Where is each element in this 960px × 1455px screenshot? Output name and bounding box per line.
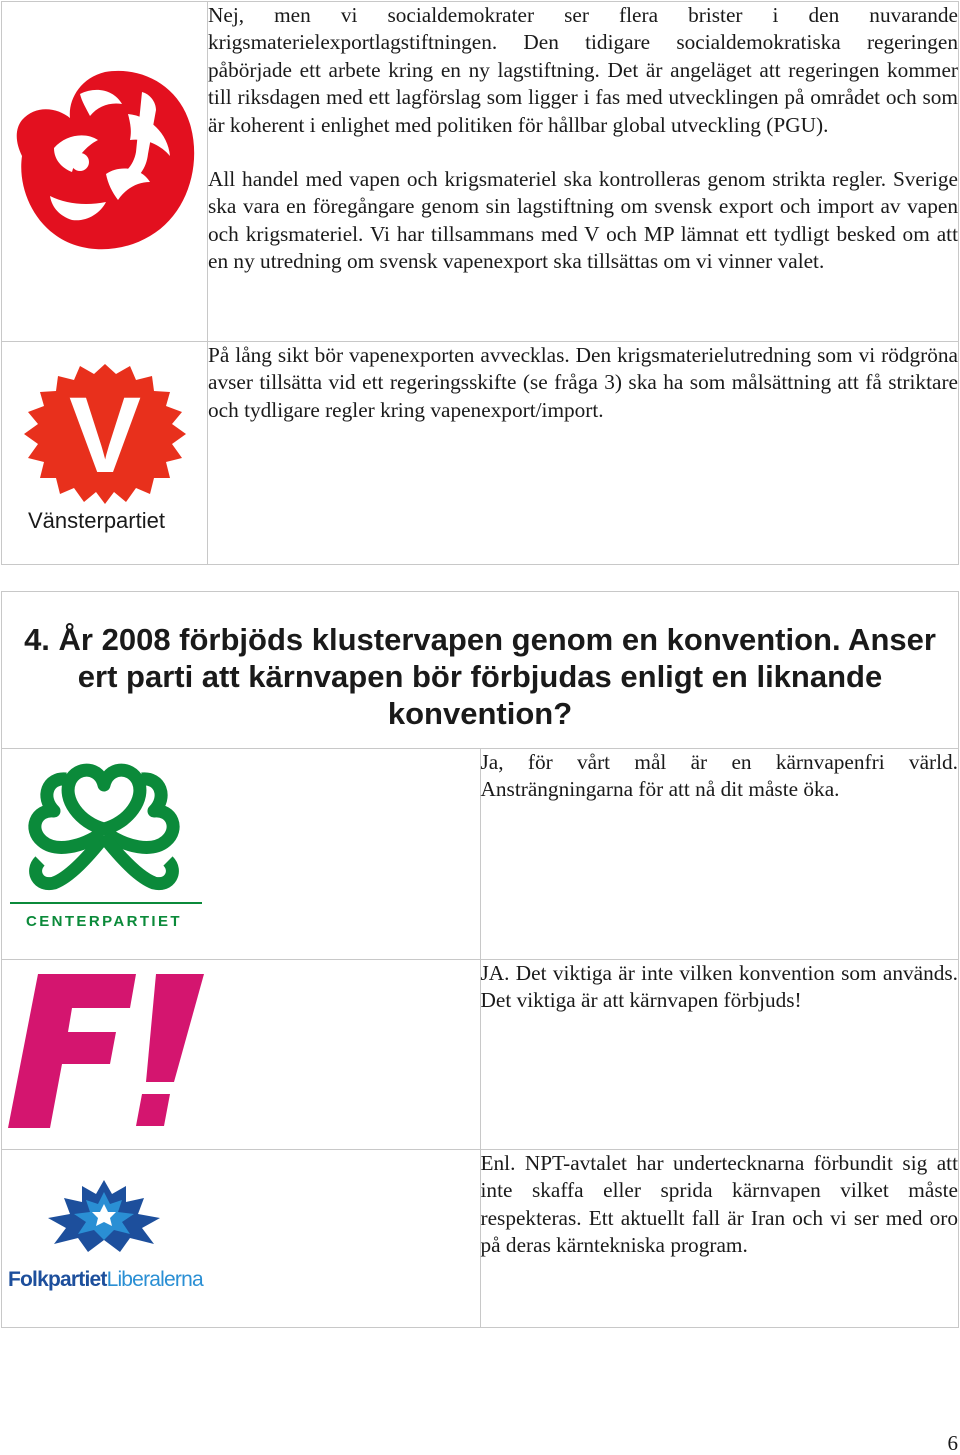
answer-row-centerpartiet <box>2 749 959 960</box>
logo-cell <box>2 960 481 1150</box>
answer-row-feministiskt-initiativ <box>2 960 959 1150</box>
answers-table-question-3 <box>1 1 959 565</box>
question-row <box>2 592 959 749</box>
answer-cell <box>480 1150 959 1328</box>
feministiskt-initiativ-logo-icon <box>8 974 204 1128</box>
folkpartiet-star-icon <box>46 1178 162 1254</box>
socialdemokraterna-rose-icon <box>10 64 200 259</box>
question-heading: 4. År 2008 förbjöds klustervapen genom en konvention. Anser ert parti att kärnvapen bör förbjudas enligt en liknande konvention? <box>24 622 936 731</box>
logo-cell <box>2 1150 481 1328</box>
answer-cell <box>208 342 959 565</box>
answer-paragraph: Nej, men vi socialdemokrater ser flera brister i den nuvarande krigsmaterielexportlagstiftningen. Den tidigare socialdemokratiska regeringen påbörjade ett arbete kring en ny lagstiftning. Det är angeläget att regeringen kommer till riksdagen med ett lagförslag som ligger i fas med utvecklingen på området och som är koherent i enlighet med politiken för hållbar global utveckling (PGU). <box>208 3 958 137</box>
vansterpartiet-carnation-icon <box>14 360 196 508</box>
vansterpartiet-logo-label: Vänsterpartiet <box>28 508 165 533</box>
answers-table-question-4 <box>1 591 959 1328</box>
folkpartiet-logo-label <box>8 1268 203 1292</box>
vansterpartiet-v-letter: V <box>68 374 142 495</box>
answer-paragraph: Enl. NPT-avtalet har undertecknarna förbundit sig att inte skaffa eller sprida kärnvapen vilket måste respekteras. Ett aktuellt fall är Iran och vi ser med oro på deras kärntekniska program. <box>480 1151 958 1258</box>
answer-paragraph: All handel med vapen och krigsmateriel ska kontrolleras genom strikta regler. Sverige ska vara en föregångare genom sin lagstiftning om svensk export och import av vapen och krigsmateriel. Vi har tillsammans med V och MP lämnat ett tydligt besked om att en ny utredning om svensk vapenexport ska tillsättas om vi vinner valet. <box>208 167 958 274</box>
answer-paragraph: JA. Det viktiga är inte vilken konvention som används. Det viktiga är att kärnvapen förbjuds! <box>480 961 958 1013</box>
answer-row-folkpartiet <box>2 1150 959 1328</box>
answer-paragraph: Ja, för vårt mål är en kärnvapenfri värld. Ansträngningarna för att nå dit måste öka. <box>480 750 958 802</box>
folkpartiet-logo-label-b: Liberalerna <box>106 1268 203 1291</box>
answer-paragraph: På lång sikt bör vapenexporten avvecklas. Den krigsmaterielutredning som vi rödgröna avser tillsätta vid ett regeringsskifte (se fråga 3) ska ha som målsättning att få striktare och tydligare regler kring vapenexport/import. <box>208 343 958 422</box>
answer-row-socialdemokraterna <box>2 2 959 342</box>
page-number: 6 <box>947 1431 958 1455</box>
answer-cell <box>208 2 959 342</box>
logo-cell <box>2 749 481 960</box>
answer-cell <box>480 749 959 960</box>
centerpartiet-logo-label: CENTERPARTIET <box>26 913 182 930</box>
question-cell <box>2 592 959 749</box>
answer-row-vansterpartiet <box>2 342 959 565</box>
logo-cell <box>2 2 208 342</box>
folkpartiet-logo-label-a: Folkpartiet <box>8 1268 107 1291</box>
answer-cell <box>480 960 959 1150</box>
centerpartiet-clover-icon <box>10 757 202 907</box>
logo-cell <box>2 342 208 565</box>
